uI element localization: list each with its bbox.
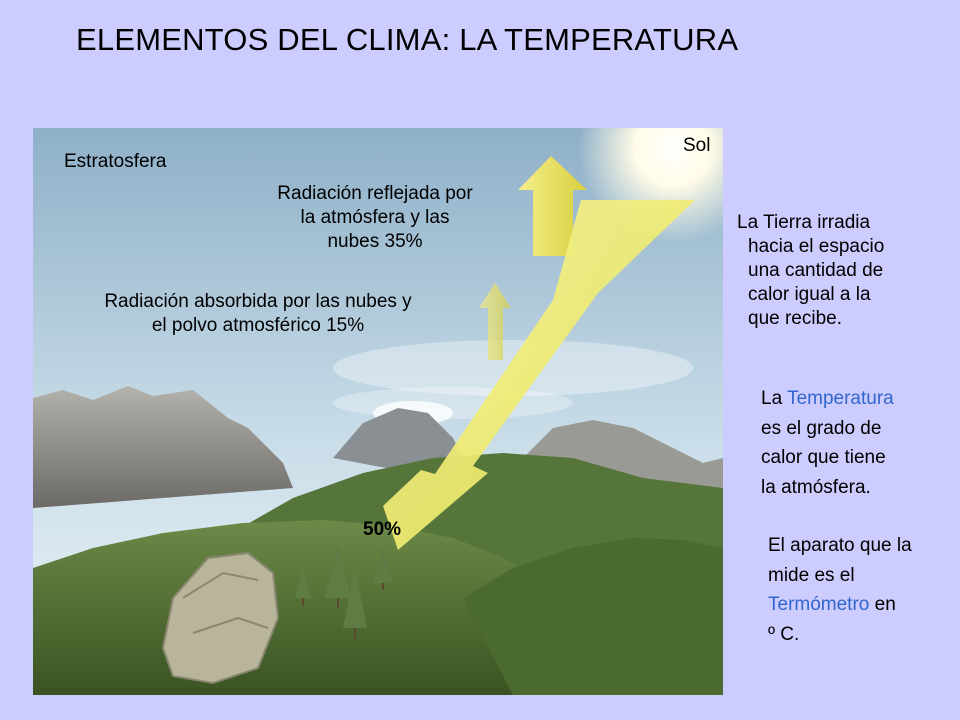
page-title: ELEMENTOS DEL CLIMA: LA TEMPERATURA bbox=[76, 22, 739, 57]
stratosphere-label: Estratosfera bbox=[64, 151, 167, 172]
instrument-text: El aparato que la mide es el Termómetro en º C. bbox=[768, 535, 912, 645]
earth-radiates-text: La Tierra irradia hacia el espacio una cantidad de calor igual a la que recibe. bbox=[737, 212, 885, 329]
cloud bbox=[333, 387, 573, 419]
temperature-definition: La Temperatura es el grado de calor que tiene la atmósfera. bbox=[761, 388, 894, 498]
thermometer-keyword: Termómetro bbox=[768, 594, 870, 615]
ground-percent-label: 50% bbox=[363, 519, 402, 540]
reflected-radiation-label: Radiación reflejada por la atmósfera y las nubes 35% bbox=[277, 183, 473, 252]
radiation-diagram bbox=[33, 128, 723, 695]
sun-label: Sol bbox=[683, 135, 711, 156]
absorbed-radiation-label: Radiación absorbida por las nubes y el polvo atmosférico 15% bbox=[104, 291, 412, 336]
temperature-keyword: Temperatura bbox=[787, 388, 894, 409]
